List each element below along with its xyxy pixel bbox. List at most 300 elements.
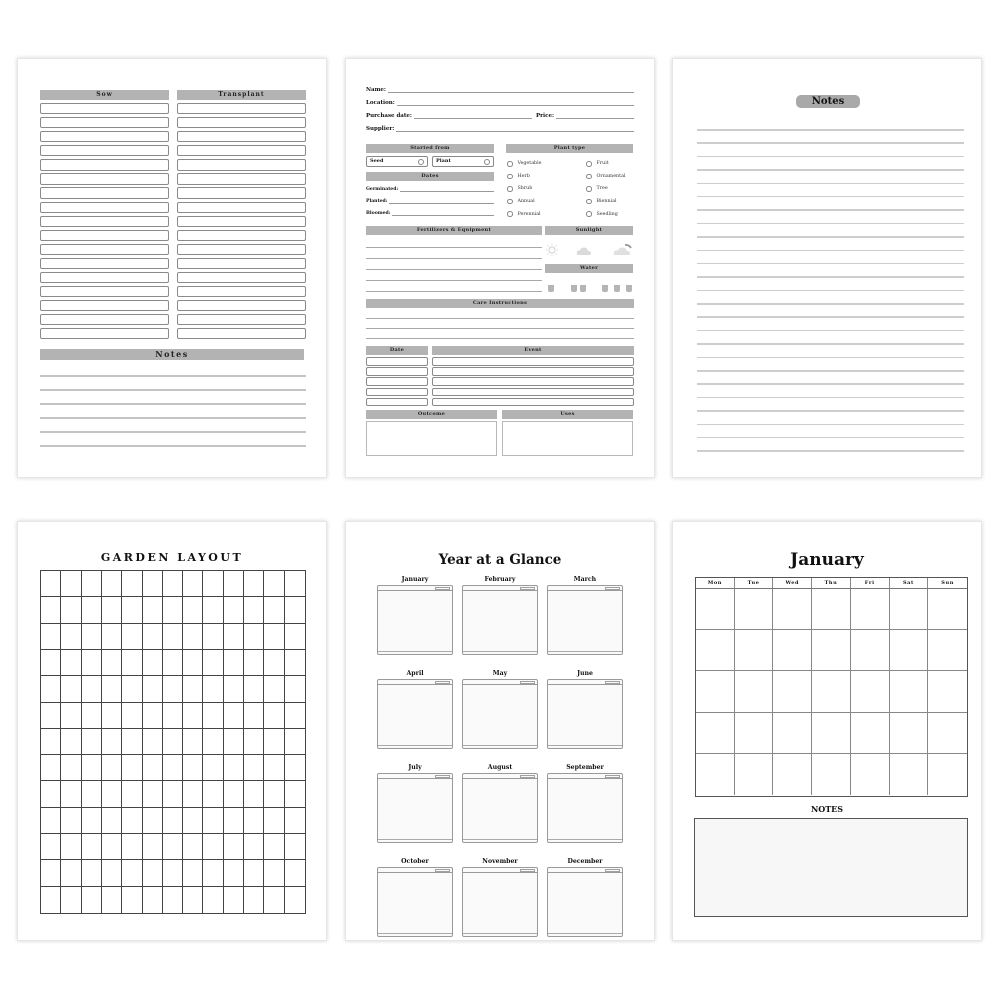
day-cell[interactable] <box>812 713 851 754</box>
grid-cell[interactable] <box>61 781 81 807</box>
grid-cell[interactable] <box>102 755 122 781</box>
event-cell[interactable] <box>432 388 634 397</box>
grid-cell[interactable] <box>224 834 244 860</box>
day-cell[interactable] <box>696 713 735 754</box>
day-cell[interactable] <box>696 754 735 795</box>
day-cell[interactable] <box>890 754 929 795</box>
grid-cell[interactable] <box>163 781 183 807</box>
day-cell[interactable] <box>812 671 851 712</box>
day-cell[interactable] <box>735 671 774 712</box>
grid-cell[interactable] <box>163 887 183 913</box>
uses-box[interactable] <box>502 421 633 456</box>
fertilizer-line[interactable] <box>366 269 542 270</box>
grid-cell[interactable] <box>203 597 223 623</box>
note-line[interactable] <box>697 156 964 158</box>
grid-cell[interactable] <box>82 597 102 623</box>
grid-cell[interactable] <box>102 571 122 597</box>
grid-cell[interactable] <box>41 834 61 860</box>
grid-cell[interactable] <box>203 729 223 755</box>
grid-cell[interactable] <box>264 729 284 755</box>
grid-cell[interactable] <box>285 860 305 886</box>
water-cup-icon[interactable] <box>614 285 620 292</box>
day-cell[interactable] <box>735 754 774 795</box>
water-cup-icon[interactable] <box>571 285 577 292</box>
fertilizer-line[interactable] <box>366 280 542 281</box>
grid-cell[interactable] <box>143 860 163 886</box>
entry-slot[interactable] <box>40 103 169 114</box>
grid-cell[interactable] <box>264 597 284 623</box>
grid-cell[interactable] <box>224 808 244 834</box>
day-cell[interactable] <box>928 671 967 712</box>
grid-cell[interactable] <box>285 887 305 913</box>
purchase-date-field[interactable] <box>366 113 532 119</box>
plant-type-option[interactable] <box>507 211 541 217</box>
notes-box[interactable] <box>694 818 968 917</box>
grid-cell[interactable] <box>143 703 163 729</box>
grid-cell[interactable] <box>244 676 264 702</box>
note-line[interactable] <box>697 169 964 171</box>
grid-cell[interactable] <box>224 624 244 650</box>
day-cell[interactable] <box>890 589 929 630</box>
note-line[interactable] <box>697 263 964 265</box>
note-line[interactable] <box>40 403 306 405</box>
grid-cell[interactable] <box>264 808 284 834</box>
grid-cell[interactable] <box>224 676 244 702</box>
day-cell[interactable] <box>696 630 735 671</box>
plant-option[interactable] <box>432 156 494 167</box>
grid-cell[interactable] <box>285 808 305 834</box>
entry-slot[interactable] <box>40 272 169 283</box>
day-cell[interactable] <box>851 671 890 712</box>
grid-cell[interactable] <box>143 650 163 676</box>
partly-cloudy-icon[interactable] <box>613 243 633 256</box>
plant-type-option[interactable] <box>586 186 608 192</box>
grid-cell[interactable] <box>61 571 81 597</box>
grid-cell[interactable] <box>183 703 203 729</box>
sun-icon[interactable] <box>545 243 559 257</box>
grid-cell[interactable] <box>163 703 183 729</box>
grid-cell[interactable] <box>82 808 102 834</box>
grid-cell[interactable] <box>203 676 223 702</box>
grid-cell[interactable] <box>102 729 122 755</box>
grid-cell[interactable] <box>143 834 163 860</box>
grid-cell[interactable] <box>244 860 264 886</box>
note-line[interactable] <box>697 183 964 185</box>
grid-cell[interactable] <box>41 571 61 597</box>
day-cell[interactable] <box>735 589 774 630</box>
grid-cell[interactable] <box>224 887 244 913</box>
grid-cell[interactable] <box>122 703 142 729</box>
grid-cell[interactable] <box>285 781 305 807</box>
grid-cell[interactable] <box>244 834 264 860</box>
grid-cell[interactable] <box>224 703 244 729</box>
grid-cell[interactable] <box>285 755 305 781</box>
radio-button[interactable] <box>507 186 513 192</box>
grid-cell[interactable] <box>41 597 61 623</box>
grid-cell[interactable] <box>183 729 203 755</box>
radio-button[interactable] <box>586 199 592 205</box>
day-cell[interactable] <box>735 630 774 671</box>
note-line[interactable] <box>697 290 964 292</box>
grid-cell[interactable] <box>82 755 102 781</box>
grid-cell[interactable] <box>244 703 264 729</box>
fertilizer-line[interactable] <box>366 247 542 248</box>
entry-slot[interactable] <box>40 328 169 339</box>
entry-slot[interactable] <box>177 202 306 213</box>
plant-type-option[interactable] <box>507 161 542 167</box>
month-window[interactable] <box>547 867 623 937</box>
note-line[interactable] <box>40 417 306 419</box>
grid-cell[interactable] <box>122 729 142 755</box>
water-cup-icon[interactable] <box>602 285 608 292</box>
seed-option[interactable] <box>366 156 428 167</box>
water-cup-icon[interactable] <box>580 285 586 292</box>
month-window[interactable] <box>462 773 538 843</box>
note-line[interactable] <box>697 276 964 278</box>
grid-cell[interactable] <box>183 781 203 807</box>
grid-cell[interactable] <box>163 571 183 597</box>
plant-type-option[interactable] <box>586 199 617 205</box>
grid-cell[interactable] <box>224 860 244 886</box>
grid-cell[interactable] <box>41 887 61 913</box>
bloomed-field[interactable] <box>366 210 494 216</box>
grid-cell[interactable] <box>122 571 142 597</box>
note-line[interactable] <box>697 450 964 452</box>
grid-cell[interactable] <box>163 597 183 623</box>
day-cell[interactable] <box>696 671 735 712</box>
day-cell[interactable] <box>773 754 812 795</box>
grid-cell[interactable] <box>82 703 102 729</box>
note-line[interactable] <box>697 250 964 252</box>
name-field[interactable] <box>366 87 634 93</box>
grid-cell[interactable] <box>203 834 223 860</box>
location-field[interactable] <box>366 100 634 106</box>
grid-cell[interactable] <box>285 834 305 860</box>
seed-radio[interactable] <box>418 159 424 165</box>
note-line[interactable] <box>40 431 306 433</box>
grid-cell[interactable] <box>203 781 223 807</box>
note-line[interactable] <box>697 343 964 345</box>
grid-cell[interactable] <box>264 834 284 860</box>
radio-button[interactable] <box>507 161 513 167</box>
grid-cell[interactable] <box>82 781 102 807</box>
grid-cell[interactable] <box>102 703 122 729</box>
event-cell[interactable] <box>432 357 634 366</box>
grid-cell[interactable] <box>203 624 223 650</box>
grid-cell[interactable] <box>203 703 223 729</box>
grid-cell[interactable] <box>41 676 61 702</box>
month-window[interactable] <box>547 679 623 749</box>
grid-cell[interactable] <box>285 624 305 650</box>
note-line[interactable] <box>697 316 964 318</box>
water-cup-icon[interactable] <box>626 285 632 292</box>
note-line[interactable] <box>697 424 964 426</box>
month-window[interactable] <box>377 585 453 655</box>
entry-slot[interactable] <box>177 159 306 170</box>
date-cell[interactable] <box>366 398 428 407</box>
radio-button[interactable] <box>586 186 592 192</box>
entry-slot[interactable] <box>40 131 169 142</box>
grid-cell[interactable] <box>163 676 183 702</box>
grid-cell[interactable] <box>41 703 61 729</box>
entry-slot[interactable] <box>177 230 306 241</box>
entry-slot[interactable] <box>177 328 306 339</box>
grid-cell[interactable] <box>285 676 305 702</box>
grid-cell[interactable] <box>143 808 163 834</box>
grid-cell[interactable] <box>203 755 223 781</box>
note-line[interactable] <box>697 142 964 144</box>
radio-button[interactable] <box>507 199 513 205</box>
grid-cell[interactable] <box>264 755 284 781</box>
grid-cell[interactable] <box>203 887 223 913</box>
day-cell[interactable] <box>773 630 812 671</box>
plant-type-option[interactable] <box>507 186 532 192</box>
grid-cell[interactable] <box>143 571 163 597</box>
note-line[interactable] <box>697 357 964 359</box>
grid-cell[interactable] <box>264 703 284 729</box>
radio-button[interactable] <box>507 174 513 180</box>
entry-slot[interactable] <box>177 187 306 198</box>
fertilizer-line[interactable] <box>366 258 542 259</box>
grid-cell[interactable] <box>143 729 163 755</box>
outcome-box[interactable] <box>366 421 497 456</box>
radio-button[interactable] <box>586 161 592 167</box>
grid-cell[interactable] <box>183 650 203 676</box>
grid-cell[interactable] <box>82 834 102 860</box>
grid-cell[interactable] <box>203 650 223 676</box>
planted-field[interactable] <box>366 198 494 204</box>
grid-cell[interactable] <box>102 887 122 913</box>
grid-cell[interactable] <box>61 729 81 755</box>
radio-button[interactable] <box>507 211 513 217</box>
grid-cell[interactable] <box>143 676 163 702</box>
grid-cell[interactable] <box>82 729 102 755</box>
day-cell[interactable] <box>773 671 812 712</box>
day-cell[interactable] <box>851 754 890 795</box>
entry-slot[interactable] <box>40 145 169 156</box>
note-line[interactable] <box>40 389 306 391</box>
entry-slot[interactable] <box>40 216 169 227</box>
grid-cell[interactable] <box>285 703 305 729</box>
grid-cell[interactable] <box>122 624 142 650</box>
note-line[interactable] <box>697 397 964 399</box>
day-cell[interactable] <box>812 754 851 795</box>
grid-cell[interactable] <box>61 834 81 860</box>
grid-cell[interactable] <box>61 887 81 913</box>
grid-cell[interactable] <box>264 571 284 597</box>
plant-type-option[interactable] <box>586 211 618 217</box>
grid-cell[interactable] <box>122 755 142 781</box>
grid-cell[interactable] <box>203 860 223 886</box>
grid-cell[interactable] <box>122 834 142 860</box>
entry-slot[interactable] <box>177 300 306 311</box>
plant-type-option[interactable] <box>507 174 530 180</box>
entry-slot[interactable] <box>40 286 169 297</box>
grid-cell[interactable] <box>163 624 183 650</box>
note-line[interactable] <box>697 209 964 211</box>
note-line[interactable] <box>697 236 964 238</box>
grid-cell[interactable] <box>224 755 244 781</box>
grid-cell[interactable] <box>82 650 102 676</box>
plant-type-option[interactable] <box>507 199 535 205</box>
plant-type-option[interactable] <box>586 161 609 167</box>
plant-radio[interactable] <box>484 159 490 165</box>
event-cell[interactable] <box>432 377 634 386</box>
grid-cell[interactable] <box>163 834 183 860</box>
grid-cell[interactable] <box>244 650 264 676</box>
grid-cell[interactable] <box>143 755 163 781</box>
month-window[interactable] <box>377 867 453 937</box>
grid-cell[interactable] <box>122 650 142 676</box>
entry-slot[interactable] <box>177 145 306 156</box>
grid-cell[interactable] <box>61 703 81 729</box>
entry-slot[interactable] <box>40 187 169 198</box>
entry-slot[interactable] <box>177 216 306 227</box>
grid-cell[interactable] <box>41 808 61 834</box>
water-cup-icon[interactable] <box>548 285 554 292</box>
grid-cell[interactable] <box>143 624 163 650</box>
day-cell[interactable] <box>735 713 774 754</box>
grid-cell[interactable] <box>102 597 122 623</box>
grid-cell[interactable] <box>163 860 183 886</box>
day-cell[interactable] <box>851 713 890 754</box>
grid-cell[interactable] <box>183 887 203 913</box>
grid-cell[interactable] <box>41 624 61 650</box>
grid-cell[interactable] <box>61 650 81 676</box>
month-window[interactable] <box>462 585 538 655</box>
grid-cell[interactable] <box>183 860 203 886</box>
radio-button[interactable] <box>586 211 592 217</box>
grid-cell[interactable] <box>264 624 284 650</box>
month-window[interactable] <box>377 773 453 843</box>
grid-cell[interactable] <box>183 676 203 702</box>
grid-cell[interactable] <box>264 676 284 702</box>
fertilizer-line[interactable] <box>366 291 542 292</box>
grid-cell[interactable] <box>61 676 81 702</box>
grid-cell[interactable] <box>244 597 264 623</box>
day-cell[interactable] <box>773 589 812 630</box>
grid-cell[interactable] <box>41 781 61 807</box>
note-line[interactable] <box>697 383 964 385</box>
grid-cell[interactable] <box>163 808 183 834</box>
grid-cell[interactable] <box>183 808 203 834</box>
care-line[interactable] <box>366 328 634 329</box>
grid-cell[interactable] <box>102 781 122 807</box>
entry-slot[interactable] <box>40 258 169 269</box>
grid-cell[interactable] <box>244 571 264 597</box>
note-line[interactable] <box>40 375 306 377</box>
grid-cell[interactable] <box>143 887 163 913</box>
note-line[interactable] <box>697 196 964 198</box>
month-window[interactable] <box>547 773 623 843</box>
plant-type-option[interactable] <box>586 174 625 180</box>
grid-cell[interactable] <box>61 597 81 623</box>
grid-cell[interactable] <box>183 624 203 650</box>
entry-slot[interactable] <box>177 286 306 297</box>
grid-cell[interactable] <box>163 755 183 781</box>
note-line[interactable] <box>697 410 964 412</box>
grid-cell[interactable] <box>122 597 142 623</box>
day-cell[interactable] <box>890 671 929 712</box>
month-window[interactable] <box>547 585 623 655</box>
entry-slot[interactable] <box>177 117 306 128</box>
grid-cell[interactable] <box>244 729 264 755</box>
day-cell[interactable] <box>928 754 967 795</box>
entry-slot[interactable] <box>177 173 306 184</box>
grid-cell[interactable] <box>102 834 122 860</box>
grid-cell[interactable] <box>264 887 284 913</box>
grid-cell[interactable] <box>102 650 122 676</box>
entry-slot[interactable] <box>40 314 169 325</box>
grid-cell[interactable] <box>264 781 284 807</box>
grid-cell[interactable] <box>183 571 203 597</box>
event-cell[interactable] <box>432 367 634 376</box>
grid-cell[interactable] <box>122 781 142 807</box>
day-cell[interactable] <box>928 589 967 630</box>
supplier-field[interactable] <box>366 126 634 132</box>
entry-slot[interactable] <box>40 159 169 170</box>
grid-cell[interactable] <box>163 729 183 755</box>
event-cell[interactable] <box>432 398 634 407</box>
date-cell[interactable] <box>366 388 428 397</box>
care-line[interactable] <box>366 338 634 339</box>
date-cell[interactable] <box>366 367 428 376</box>
grid-cell[interactable] <box>224 650 244 676</box>
grid-cell[interactable] <box>82 676 102 702</box>
entry-slot[interactable] <box>177 258 306 269</box>
grid-cell[interactable] <box>41 860 61 886</box>
entry-slot[interactable] <box>177 314 306 325</box>
grid-cell[interactable] <box>61 755 81 781</box>
day-cell[interactable] <box>851 589 890 630</box>
grid-cell[interactable] <box>264 860 284 886</box>
entry-slot[interactable] <box>177 103 306 114</box>
grid-cell[interactable] <box>183 755 203 781</box>
grid-cell[interactable] <box>82 624 102 650</box>
cloud-icon[interactable] <box>576 245 592 256</box>
grid-cell[interactable] <box>183 597 203 623</box>
grid-cell[interactable] <box>285 571 305 597</box>
grid-cell[interactable] <box>285 729 305 755</box>
note-line[interactable] <box>697 370 964 372</box>
grid-cell[interactable] <box>122 887 142 913</box>
month-window[interactable] <box>462 679 538 749</box>
care-line[interactable] <box>366 318 634 319</box>
note-line[interactable] <box>697 223 964 225</box>
entry-slot[interactable] <box>40 230 169 241</box>
grid-cell[interactable] <box>244 808 264 834</box>
grid-cell[interactable] <box>244 624 264 650</box>
day-cell[interactable] <box>928 630 967 671</box>
note-line[interactable] <box>697 129 964 131</box>
grid-cell[interactable] <box>61 808 81 834</box>
grid-cell[interactable] <box>41 755 61 781</box>
month-window[interactable] <box>377 679 453 749</box>
day-cell[interactable] <box>851 630 890 671</box>
grid-cell[interactable] <box>224 597 244 623</box>
entry-slot[interactable] <box>177 131 306 142</box>
grid-cell[interactable] <box>41 729 61 755</box>
date-cell[interactable] <box>366 357 428 366</box>
entry-slot[interactable] <box>40 244 169 255</box>
day-cell[interactable] <box>696 589 735 630</box>
grid-cell[interactable] <box>264 650 284 676</box>
grid-cell[interactable] <box>224 571 244 597</box>
grid-cell[interactable] <box>244 887 264 913</box>
grid-cell[interactable] <box>122 808 142 834</box>
grid-cell[interactable] <box>183 834 203 860</box>
grid-cell[interactable] <box>244 781 264 807</box>
